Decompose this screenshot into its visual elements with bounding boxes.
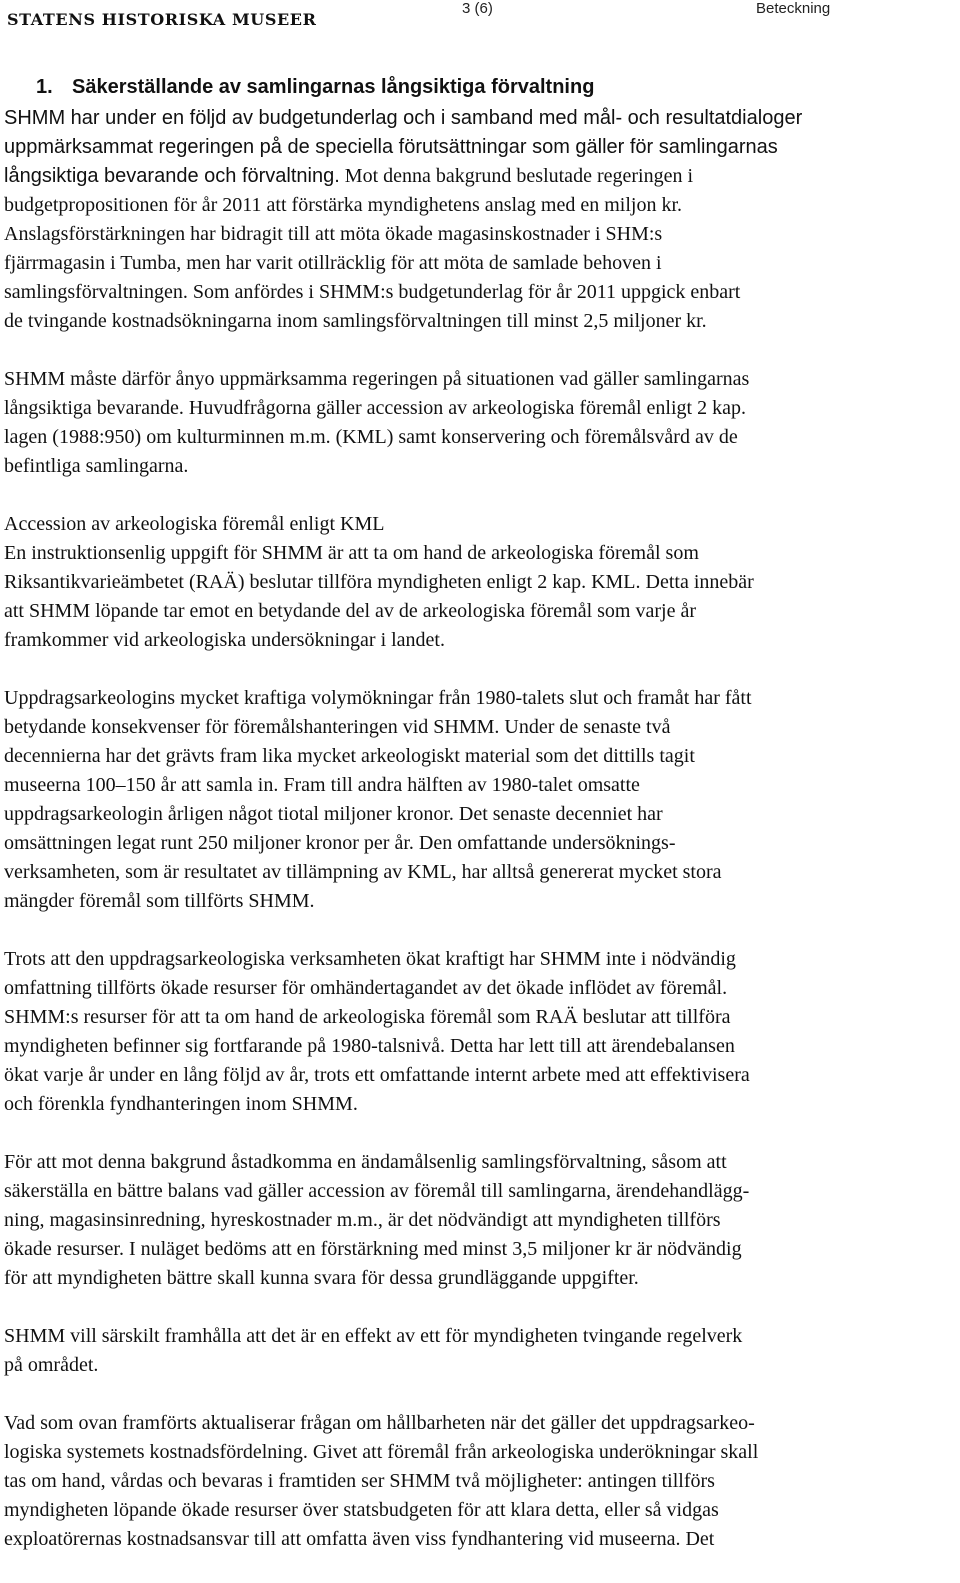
paragraph-line: på området. [4, 1354, 99, 1376]
paragraph-line-part: Som anfördes i SHMM:s budgetunderlag för år 2011 uppgick enbart [187, 281, 741, 303]
paragraph-2 [4, 365, 959, 481]
section-number: 1. [36, 76, 53, 98]
paragraph-line: betydande konsekvenser för föremålshanteringen vid SHMM. Under de senaste två [4, 716, 671, 738]
paragraph-5 [4, 945, 959, 1119]
paragraph-line: befintliga samlingarna. [4, 455, 189, 477]
paragraph-line-serif-part: Mot denna bakgrund beslutade regeringen i [339, 165, 694, 187]
paragraph-line: Anslagsförstärkningen har bidragit till att möta ökade magasinskostnader i SHM:s [4, 223, 663, 245]
paragraph-line: omfattning tillförts ökade resurser för omhändertagandet av det ökade inflödet av föremål. [4, 977, 728, 999]
paragraph-line: långsiktiga bevarande. Huvudfrågorna gäller accession av arkeologiska föremål enligt 2 kap. [4, 397, 746, 419]
paragraph-line: SHMM måste därför ånyo uppmärksamma regeringen på situationen vad gäller samlingarnas [4, 368, 750, 390]
paragraph-line: verksamheten, som är resultatet av tillämpning av KML, har alltså genererat mycket stora [4, 861, 722, 883]
section-heading [36, 74, 959, 100]
paragraph-line: uppmärksammat regeringen på de speciella förutsättningar som gäller för samlingarnas [4, 136, 778, 158]
paragraph-line: för att myndigheten bättre skall kunna svara för dessa grundläggande uppgifter. [4, 1267, 639, 1289]
paragraph-line: mängder föremål som tillförts SHMM. [4, 890, 315, 912]
paragraph-7 [4, 1322, 959, 1380]
paragraph-line [4, 162, 959, 191]
paragraph-line: myndigheten löpande ökade resurser över statsbudgeten för att klara detta, eller så vidgas [4, 1499, 719, 1521]
paragraph-line: framkommer vid arkeologiska undersökningar i landet. [4, 629, 445, 651]
paragraph-line: ning, magasinsinredning, hyreskostnader m.m., är det nödvändigt att myndigheten tillförs [4, 1209, 721, 1231]
paragraph-line: En instruktionsenlig uppgift för SHMM är att ta om hand de arkeologiska föremål som [4, 542, 699, 564]
paragraph-line-sans-part: långsiktiga bevarande och förvaltning. [4, 165, 340, 187]
paragraph-line: decennierna har det grävts fram lika mycket arkeologiskt material som det dittills tagit [4, 745, 695, 767]
paragraph-line: Trots att den uppdragsarkeologiska verksamheten ökat kraftigt har SHMM inte i nödvändig [4, 948, 736, 970]
paragraph-line: budgetpropositionen för år 2011 att förstärka myndighetens anslag med en miljon kr. [4, 194, 682, 216]
paragraph-3 [4, 510, 959, 655]
paragraph-line: museerna 100–150 år att samla in. Fram till andra hälften av 1980-talet omsatte [4, 774, 640, 796]
paragraph-line: de tvingande kostnadsökningarna inom samlingsförvaltningen till minst 2,5 miljoner kr. [4, 310, 707, 332]
paragraph-line: Vad som ovan framförts aktualiserar frågan om hållbarheten när det gäller det uppdragsarkeo- [4, 1412, 755, 1434]
paragraph-line: uppdragsarkeologin årligen något tiotal miljoner kronor. Det senaste decenniet har [4, 803, 663, 825]
paragraph-line: logiska systemets kostnadsfördelning. Givet att föremål från arkeologiska underökningar skall [4, 1441, 759, 1463]
paragraph-line: myndigheten befinner sig fortfarande på 1980-talsnivå. Detta har lett till att ärendebalansen [4, 1035, 735, 1057]
paragraph-line: SHMM har under en följd av budgetunderlag och i samband med mål- och resultatdialoger [4, 107, 803, 129]
paragraph-line: Uppdragsarkeologins mycket kraftiga volymökningar från 1980-talets slut och framåt har fått [4, 687, 752, 709]
paragraph-line: exploatörernas kostnadsansvar till att omfatta även viss fyndhantering vid museerna. Det [4, 1528, 715, 1550]
document-body [4, 74, 959, 1583]
paragraph-8 [4, 1409, 959, 1554]
beteckning-label: Beteckning [756, 0, 831, 17]
paragraph-line: att SHMM löpande tar emot en betydande del av de arkeologiska föremål som varje år [4, 600, 696, 622]
paragraph-line: Riksantikvarieämbetet (RAÄ) beslutar tillföra myndigheten enligt 2 kap. KML. Detta innebär [4, 571, 754, 593]
paragraph-line: lagen (1988:950) om kulturminnen m.m. (KML) samt konservering och föremålsvård av de [4, 426, 738, 448]
paragraph-line: För att mot denna bakgrund åstadkomma en ändamålsenlig samlingsförvaltning, såsom att [4, 1151, 727, 1173]
paragraph-line: och förenkla fyndhanteringen inom SHMM. [4, 1093, 358, 1115]
paragraph-1 [4, 104, 959, 336]
museum-logo: STATENS HISTORISKA MUSEER [7, 10, 317, 29]
paragraph-line: säkerställa en bättre balans vad gäller accession av föremål till samlingarna, ärendehandlägg- [4, 1180, 750, 1202]
paragraph-line: omsättningen legat runt 250 miljoner kronor per år. Den omfattande undersöknings- [4, 832, 676, 854]
paragraph-line: SHMM vill särskilt framhålla att det är en effekt av ett för myndigheten tvingande regelverk [4, 1325, 743, 1347]
paragraph-4 [4, 684, 959, 916]
paragraph-line-part: samlingsförvaltningen. [4, 281, 188, 303]
page-number: 3 (6) [462, 0, 493, 17]
page-header [0, 0, 960, 40]
subsection-heading: Accession av arkeologiska föremål enligt KML [4, 513, 385, 535]
paragraph-line: ökade resurser. I nuläget bedöms att en förstärkning med minst 3,5 miljoner kr är nödvändig [4, 1238, 742, 1260]
paragraph-6 [4, 1148, 959, 1293]
paragraph-line: ökat varje år under en lång följd av år, trots ett omfattande internt arbete med att effektivisera [4, 1064, 750, 1086]
paragraph-line [4, 278, 959, 307]
paragraph-line: tas om hand, vårdas och bevaras i framtiden ser SHMM två möjligheter: antingen tillförs [4, 1470, 715, 1492]
paragraph-line: fjärrmagasin i Tumba, men har varit otillräcklig för att möta de samlade behoven i [4, 252, 662, 274]
section-title: Säkerställande av samlingarnas långsiktiga förvaltning [72, 76, 595, 98]
paragraph-line: SHMM:s resurser för att ta om hand de arkeologiska föremål som RAÄ beslutar att tillföra [4, 1006, 731, 1028]
